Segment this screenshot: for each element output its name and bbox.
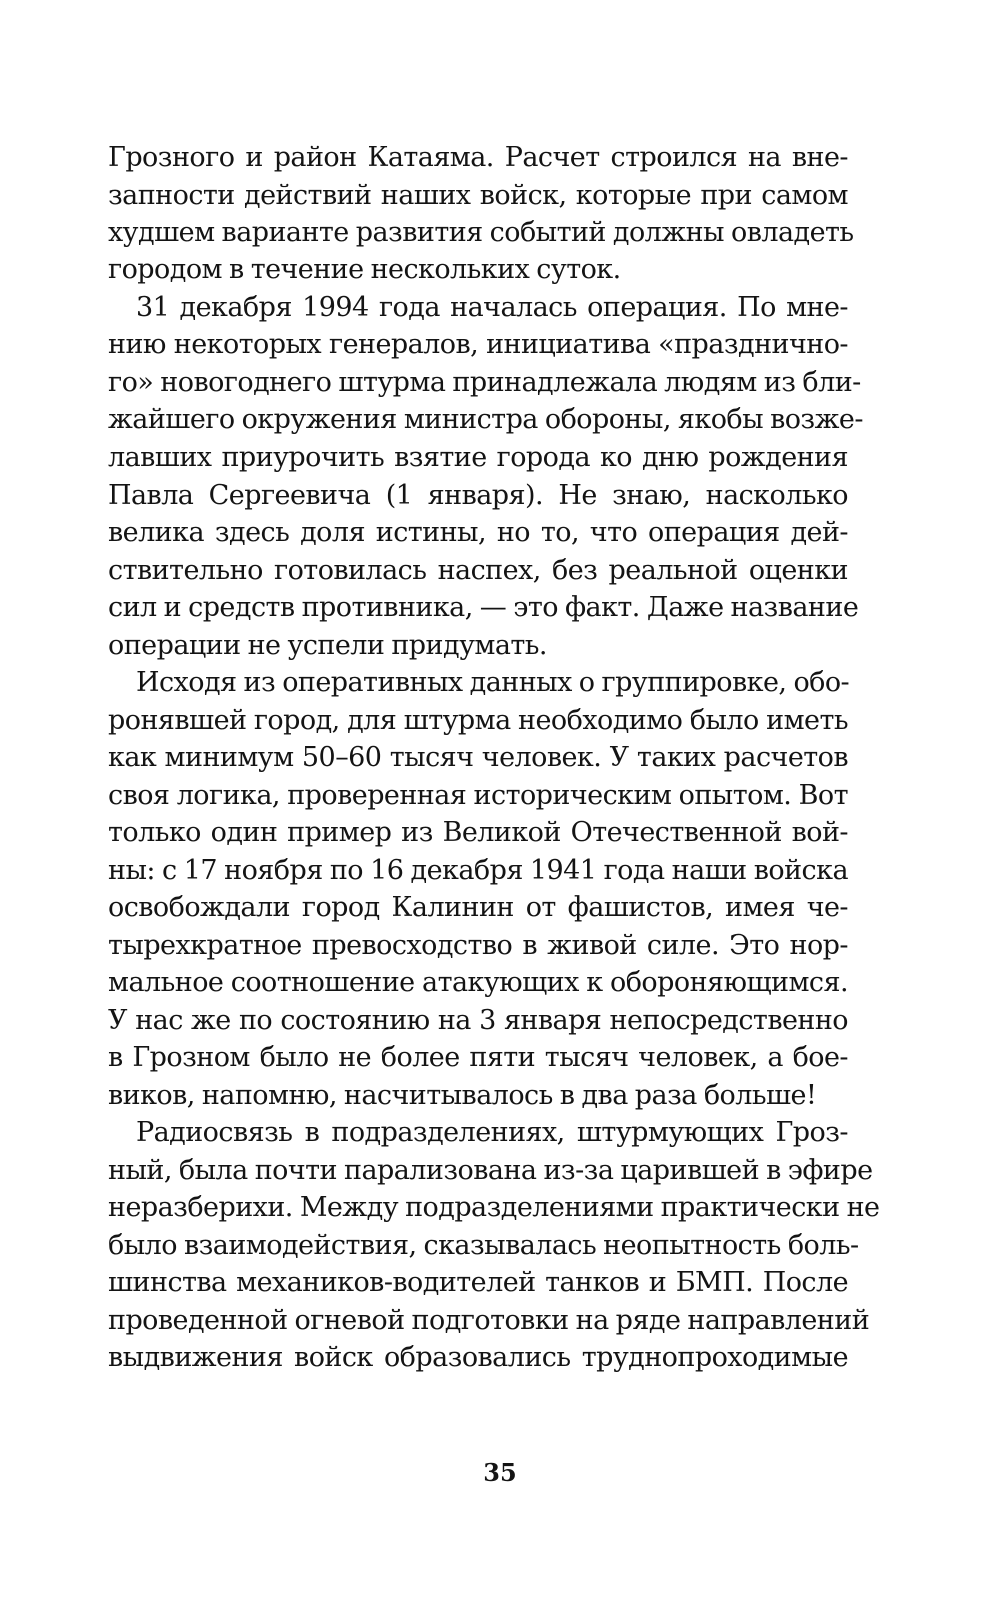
text-line: ронявшей город, для штурма необходимо было иметь bbox=[108, 705, 848, 736]
text-line: неразберихи. Между подразделениями практически не bbox=[108, 1192, 880, 1223]
text-line: в Грозном было не более пяти тысяч человек, а бое- bbox=[108, 1042, 848, 1073]
text-line: сил и средств противника, — это факт. Даже название bbox=[108, 592, 859, 623]
text-line: Павла Сергеевича (1 января). Не знаю, насколько bbox=[108, 480, 848, 511]
text-line: Грозного и район Катаяма. Расчет строился на вне- bbox=[108, 142, 848, 173]
text-line: как минимум 50–60 тысяч человек. У таких расчетов bbox=[108, 742, 848, 773]
text-line: нию некоторых генералов, инициатива «празднично- bbox=[108, 329, 848, 360]
text-line: своя логика, проверенная историческим опытом. Вот bbox=[108, 780, 848, 811]
text-line: виков, напомню, насчитывалось в два раза больше! bbox=[108, 1080, 817, 1111]
text-line: лавших приурочить взятие города ко дню рождения bbox=[108, 442, 848, 473]
text-line: тырехкратное превосходство в живой силе. Это нор- bbox=[108, 930, 848, 961]
paragraph-first-line: 31 декабря 1994 года началась операция. По мне- bbox=[136, 292, 848, 323]
page-number: 35 bbox=[483, 1458, 517, 1487]
text-line: городом в течение нескольких суток. bbox=[108, 254, 621, 285]
text-line: мальное соотношение атакующих к обороняющимся. bbox=[108, 967, 848, 998]
text-line: было взаимодействия, сказывалась неопытность боль- bbox=[108, 1230, 859, 1261]
text-line: жайшего окружения министра обороны, якобы возже- bbox=[108, 404, 863, 435]
text-line: шинства механиков-водителей танков и БМП. После bbox=[108, 1267, 848, 1298]
text-line: освобождали город Калинин от фашистов, имея че- bbox=[108, 892, 848, 923]
text-line: худшем варианте развития событий должны овладеть bbox=[108, 217, 854, 248]
text-line: ный, была почти парализована из-за царившей в эфире bbox=[108, 1155, 873, 1186]
text-line: У нас же по состоянию на 3 января непосредственно bbox=[108, 1005, 848, 1036]
text-line: ствительно готовилась наспех, без реальной оценки bbox=[108, 555, 848, 586]
text-line: проведенной огневой подготовки на ряде направлений bbox=[108, 1305, 870, 1336]
paragraph-first-line: Исходя из оперативных данных о группировке, обо- bbox=[136, 667, 850, 698]
paragraph-first-line: Радиосвязь в подразделениях, штурмующих Гроз- bbox=[136, 1117, 848, 1148]
text-line: ны: с 17 ноября по 16 декабря 1941 года наши войска bbox=[108, 855, 848, 886]
text-line: только один пример из Великой Отечественной вой- bbox=[108, 817, 848, 848]
text-line: запности действий наших войск, которые при самом bbox=[108, 180, 848, 211]
text-line: выдвижения войск образовались труднопроходимые bbox=[108, 1342, 848, 1373]
text-line: го» новогоднего штурма принадлежала людям из бли- bbox=[108, 367, 861, 398]
text-line: велика здесь доля истины, но то, что операция дей- bbox=[108, 517, 848, 548]
text-line: операции не успели придумать. bbox=[108, 630, 547, 661]
